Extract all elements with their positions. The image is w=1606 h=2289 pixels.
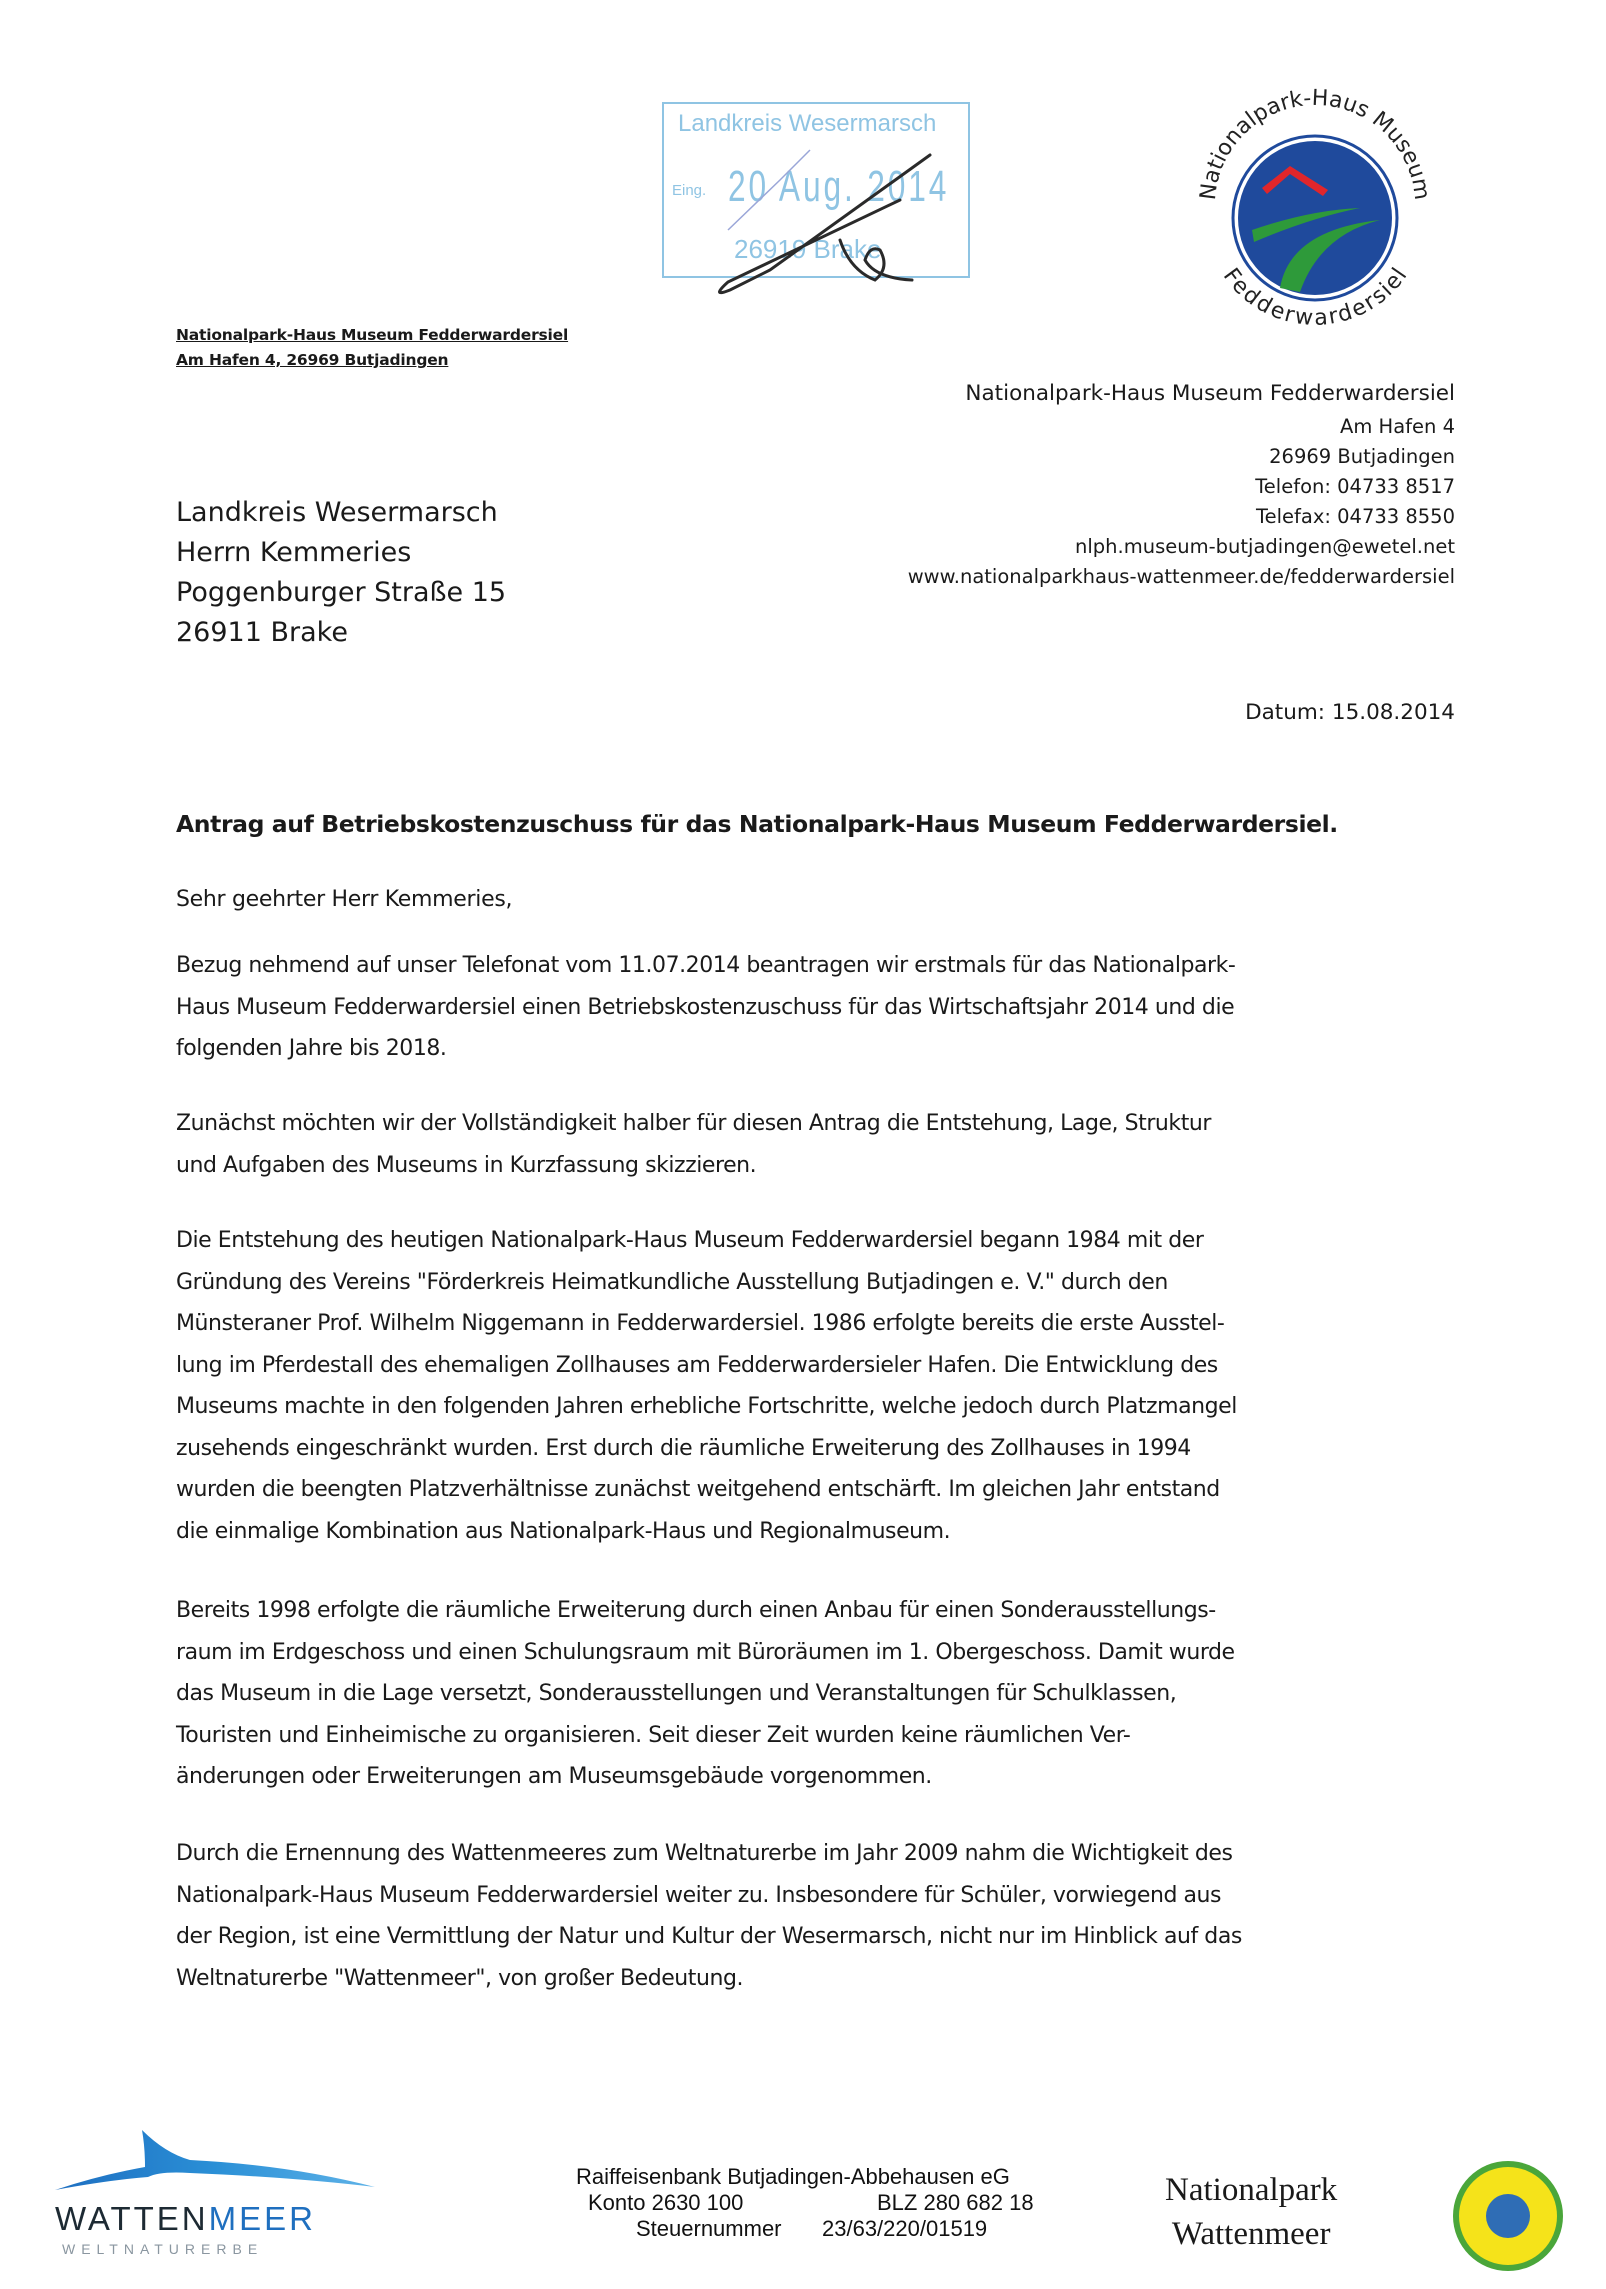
tax-label: Steuernummer bbox=[636, 2216, 782, 2241]
wattenmeer-subtitle: WELTNATURERBE bbox=[62, 2241, 264, 2257]
recipient-organization: Landkreis Wesermarsch bbox=[176, 497, 498, 528]
letterhead-phone: Telefon: 04733 8517 bbox=[1255, 475, 1455, 498]
wordmark-watten: WATTEN bbox=[55, 2200, 209, 2237]
letterhead-fax: Telefax: 04733 8550 bbox=[1256, 505, 1455, 528]
paragraph-line: änderungen oder Erweiterungen am Museumsgebäude vorgenommen. bbox=[176, 1764, 932, 1789]
letter-subject: Antrag auf Betriebskostenzuschuss für das Nationalpark-Haus Museum Fedderwardersiel. bbox=[176, 810, 1338, 838]
paragraph-5 bbox=[176, 1833, 1426, 1999]
sender-line-name: Nationalpark-Haus Museum Fedderwardersiel bbox=[176, 326, 569, 344]
paragraph-line: die einmalige Kombination aus Nationalpark-Haus und Regionalmuseum. bbox=[176, 1518, 951, 1544]
paragraph-line: Touristen und Einheimische zu organisieren. Seit dieser Zeit wurden keine räumlichen Ver- bbox=[176, 1722, 1131, 1748]
paragraph-line: Durch die Ernennung des Wattenmeeres zum Weltnaturerbe im Jahr 2009 nahm die Wichtigkeit des bbox=[176, 1841, 1233, 1866]
bank-blz: BLZ 280 682 18 bbox=[877, 2190, 1034, 2215]
paragraph-line: raum im Erdgeschoss und einen Schulungsraum mit Büroräumen im 1. Obergeschoss. Damit wurde bbox=[176, 1639, 1235, 1665]
paragraph-line: zusehends eingeschränkt wurden. Erst durch die räumliche Erweiterung des Zollhauses in 1994 bbox=[176, 1435, 1191, 1461]
stamp-received-date: 20 Aug. 2014 bbox=[728, 162, 950, 211]
letterhead-website: www.nationalparkhaus-wattenmeer.de/fedderwardersiel bbox=[907, 565, 1455, 588]
logo-arc-top: Nationalpark-Haus Museum bbox=[1195, 85, 1435, 202]
nationalpark-line2: Wattenmeer bbox=[1171, 2216, 1331, 2252]
stamp-authority: Landkreis Wesermarsch bbox=[678, 110, 937, 137]
letter-date: Datum: 15.08.2014 bbox=[1245, 700, 1455, 725]
paragraph-line: folgenden Jahre bis 2018. bbox=[176, 1036, 447, 1061]
museum-logo bbox=[1180, 70, 1450, 340]
recipient-city: 26911 Brake bbox=[176, 617, 348, 648]
salutation: Sehr geehrter Herr Kemmeries, bbox=[176, 887, 513, 912]
paragraph-line: Museums machte in den folgenden Jahren erhebliche Fortschritte, welche jedoch durch Platzmangel bbox=[176, 1394, 1237, 1419]
tax-number: 23/63/220/01519 bbox=[822, 2216, 988, 2241]
paragraph-1 bbox=[176, 945, 1426, 1070]
paragraph-line: das Museum in die Lage versetzt, Sonderausstellungen und Veranstaltungen für Schulklassen, bbox=[176, 1681, 1177, 1706]
paragraph-4 bbox=[176, 1590, 1426, 1798]
paragraph-line: Münsteraner Prof. Wilhelm Niggemann in Fedderwardersiel. 1986 erfolgte bereits die erste Ausstel- bbox=[176, 1311, 1225, 1336]
bank-account: Konto 2630 100 bbox=[588, 2190, 744, 2215]
paragraph-2 bbox=[176, 1103, 1426, 1186]
letterhead-email: nlph.museum-butjadingen@ewetel.net bbox=[1075, 535, 1455, 558]
paragraph-line: lung im Pferdestall des ehemaligen Zollhauses am Fedderwardersieler Hafen. Die Entwicklung des bbox=[176, 1352, 1218, 1378]
letterhead-city: 26969 Butjadingen bbox=[1269, 445, 1455, 468]
paragraph-line: Bereits 1998 erfolgte die räumliche Erweiterung durch einen Anbau für einen Sonderausstellungs- bbox=[176, 1598, 1216, 1623]
stamp-received-label: Eing. bbox=[672, 182, 707, 199]
paragraph-line: Die Entstehung des heutigen Nationalpark-Haus Museum Fedderwardersiel begann 1984 mit der bbox=[176, 1228, 1204, 1253]
letterhead-street: Am Hafen 4 bbox=[1340, 415, 1455, 438]
nationalpark-circle-icon bbox=[1450, 2158, 1566, 2274]
paragraph-line: und Aufgaben des Museums in Kurzfassung skizzieren. bbox=[176, 1152, 757, 1178]
paragraph-line: Haus Museum Fedderwardersiel einen Betriebskostenzuschuss für das Wirtschaftsjahr 2014 und die bbox=[176, 994, 1235, 1020]
nationalpark-wordmark bbox=[1165, 2168, 1337, 2256]
sender-line-address: Am Hafen 4, 26969 Butjadingen bbox=[176, 351, 449, 369]
paragraph-line: Zunächst möchten wir der Vollständigkeit halber für diesen Antrag die Entstehung, Lage, Struktur bbox=[176, 1111, 1211, 1136]
paragraph-line: Nationalpark-Haus Museum Fedderwardersiel weiter zu. Insbesondere für Schüler, vorwiegend aus bbox=[176, 1882, 1222, 1908]
handwritten-signature bbox=[650, 110, 980, 300]
recipient-street: Poggenburger Straße 15 bbox=[176, 577, 507, 608]
bank-name: Raiffeisenbank Butjadingen-Abbehausen eG bbox=[576, 2164, 1010, 2189]
paragraph-line: wurden die beengten Platzverhältnisse zunächst weitgehend entschärft. Im gleichen Jahr entstand bbox=[176, 1477, 1220, 1502]
paragraph-line: Weltnaturerbe "Wattenmeer", von großer Bedeutung. bbox=[176, 1965, 744, 1991]
paragraph-line: Bezug nehmend auf unser Telefonat vom 11.07.2014 beantragen wir erstmals für das Nationalpark- bbox=[176, 953, 1236, 978]
paragraph-3 bbox=[176, 1220, 1426, 1552]
paragraph-line: der Region, ist eine Vermittlung der Natur und Kultur der Wesermarsch, nicht nur im Hinblick auf das bbox=[176, 1924, 1242, 1949]
recipient-person: Herrn Kemmeries bbox=[176, 537, 412, 568]
paragraph-line: Gründung des Vereins "Förderkreis Heimatkundliche Ausstellung Butjadingen e. V." durch den bbox=[176, 1269, 1168, 1295]
letterhead-name: Nationalpark-Haus Museum Fedderwardersiel bbox=[965, 381, 1455, 406]
stamp-postal: 26919 Brake bbox=[734, 234, 882, 264]
wattenmeer-wordmark bbox=[55, 2200, 316, 2238]
nationalpark-line1: Nationalpark bbox=[1165, 2172, 1338, 2208]
wordmark-meer: MEER bbox=[208, 2200, 316, 2237]
logo-arc-bottom: Fedderwardersiel bbox=[1217, 263, 1413, 332]
